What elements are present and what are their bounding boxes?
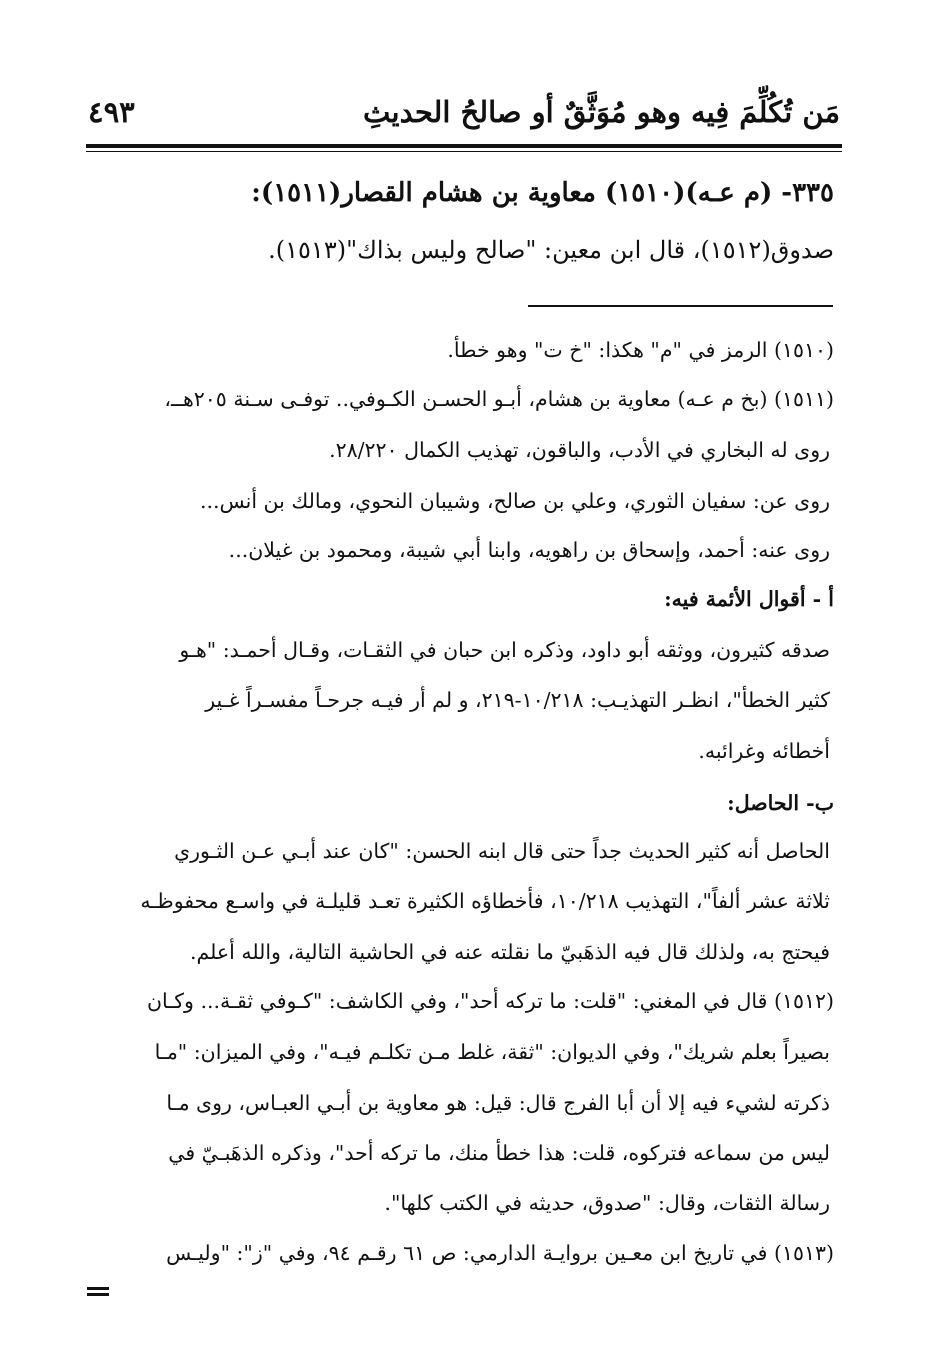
footnote-1512: (١٥١٢) قال في المغني: "قلت: ما تركه أحد"، وفي الكاشف: "كـوفي ثقـة... وكـان xyxy=(146,989,834,1013)
footnote-line: ذكرته لشيء فيه إلا أن أبا الفرج قال: قيل: هو معاوية بن أبـي العبـاس، روى مـا xyxy=(166,1091,830,1115)
entry-title: ٣٣٥- (م عـه)(١٥١٠) معاوية بن هشام القصار(١٥١١): xyxy=(251,178,834,208)
footnote-line: روى له البخاري في الأدب، والباقون، تهذيب الكمال ٢٨/٢٢٠. xyxy=(329,438,830,462)
section-heading-b: ب- الحاصل: xyxy=(727,791,834,815)
footnote-1510: (١٥١٠) الرمز في "م" هكذا: "خ ت" وهو خطأ. xyxy=(447,338,834,362)
footnote-separator xyxy=(528,305,833,307)
page-number: ٤٩٣ xyxy=(88,95,135,129)
footnote-line: صدقه كثيرون، ووثقه أبو داود، وذكره ابن حبان في الثقـات، وقـال أحمـد: "هـو xyxy=(179,638,830,662)
footnote-line: روى عنه: أحمد، وإسحاق بن راهويه، وابنا أبي شيبة، ومحمود بن غيلان... xyxy=(228,538,830,562)
header-rule-thin xyxy=(86,151,842,152)
footnote-line: رسالة الثقات، وقال: "صدوق، حديثه في الكتب كلها". xyxy=(384,1191,830,1215)
running-title: مَن تُكُلِّمَ فِيه وهو مُوَثَّقٌ أو صالحُ الحديثِ xyxy=(363,95,840,129)
footnote-1513: (١٥١٣) في تاريخ ابن معـين بروايـة الدارمي: ص ٦١ رقـم ٩٤، وفي "ز": "وليـس xyxy=(166,1241,834,1265)
footnote-line: أخطائه وغرائبه. xyxy=(698,739,830,763)
footnote-line: فيحتج به، ولذلك قال فيه الذهَبيّ ما نقلته عنه في الحاشية التالية، والله أعلم. xyxy=(189,940,830,964)
section-heading-a: أ - أقوال الأئمة فيه: xyxy=(664,587,834,611)
footnote-1511: (١٥١١) (بخ م عـه) معاوية بن هشام، أبـو الحسـن الكـوفي.. توفـى سـنة ٢٠٥هــ، xyxy=(164,387,834,411)
header-rule-thick xyxy=(86,144,842,148)
footnote-line: ليس من سماعه فتركوه، قلت: هذا خطأ منك، ما تركه أحد"، وذكره الذهَبـيّ في xyxy=(168,1141,830,1165)
entry-body: صدوق(١٥١٢)، قال ابن معين: "صالح وليس بذاك"(١٥١٣). xyxy=(268,236,834,264)
footnote-line: ثلاثة عشر ألفاً"، التهذيب ١٠/٢١٨، فأخطاؤه الكثيرة تعـد قليلـة في واسـع محفوظـه xyxy=(140,889,830,913)
continuation-mark xyxy=(87,1287,109,1299)
footnote-line: الحاصل أنه كثير الحديث جداً حتى قال ابنه الحسن: "كان عند أبـي عـن الثـوري xyxy=(174,839,830,863)
footnote-line: كثير الخطأ"، انظـر التهذيـب: ١٠/٢١٨-٢١٩، و لم أر فيـه جرحـاً مفسـراً غـير xyxy=(205,688,830,712)
footnote-line: بصيراً بعلم شريك"، وفي الديوان: "ثقة، غلط مـن تكلـم فيـه"، وفي الميزان: "مـا xyxy=(154,1040,830,1064)
footnote-line: روى عن: سفيان الثوري، وعلي بن صالح، وشيبان النحوي، ومالك بن أنس... xyxy=(199,489,830,513)
page-header xyxy=(88,92,840,138)
